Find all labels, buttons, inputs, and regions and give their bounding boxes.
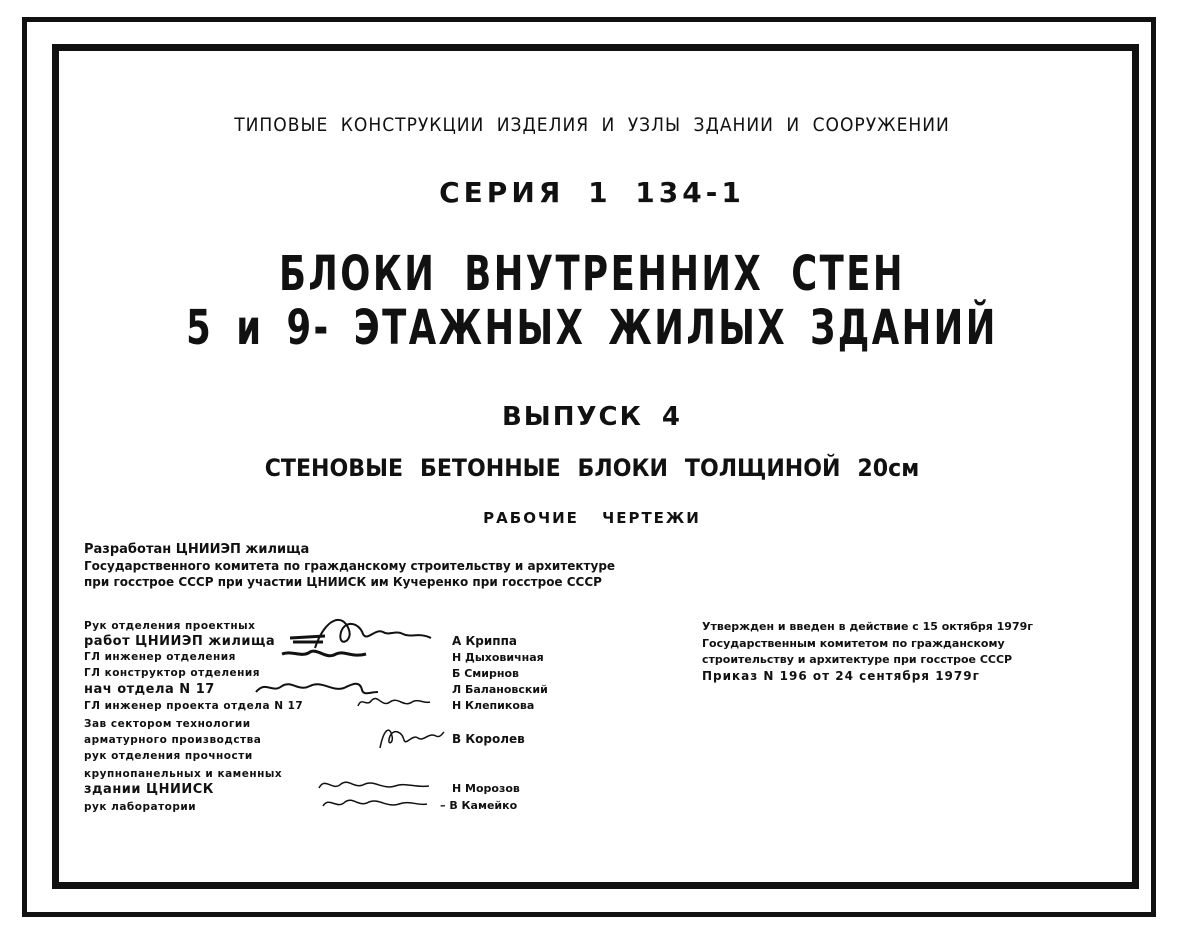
staff-line: ГЛ инженер отделения [84,651,236,663]
staff-line: Зав сектором технологии [84,718,251,730]
series-number: СЕРИЯ 1 134-1 [439,176,745,209]
drawings-label: РАБОЧИЕ ЧЕРТЕЖИ [483,509,701,527]
signature-klepikova [356,694,432,712]
staff-line: рук отделения прочности [84,750,253,762]
staff-line: нач отдела N 17 [84,682,215,697]
staff-name: Н Дыховичная [452,651,544,664]
approval-line-1: Утвержден и введен в действие с 15 октября 1979г [702,620,1034,633]
staff-line: работ ЦНИИЭП жилища [84,634,276,649]
staff-name: В Королев [452,732,525,746]
document-header: ТИПОВЫЕ КОНСТРУКЦИИ ИЗДЕЛИЯ И УЗЛЫ ЗДАНИИ И СООРУЖЕНИИ [234,114,950,136]
staff-name: А Криппа [452,634,517,648]
signature-korolev [376,722,446,752]
staff-name: Н Морозов [452,782,520,795]
approval-line-4: Приказ N 196 от 24 сентября 1979г [702,669,980,683]
staff-line: рук лаборатории [84,801,197,813]
staff-name: – В Камейко [440,799,518,812]
title-line-2: 5 и 9- ЭТАЖНЫХ ЖИЛЫХ ЗДАНИЙ [186,300,998,356]
staff-name: Н Клепикова [452,699,535,712]
staff-line: Рук отделения проектных [84,620,256,632]
issue-number: ВЫПУСК 4 [501,402,683,432]
approval-line-3: строительству и архитектуре при госстрое СССР [702,653,1013,666]
staff-line: ГЛ инженер проекта отдела N 17 [84,700,304,712]
staff-line: здании ЦНИИСК [84,782,214,797]
title-line-1: БЛОКИ ВНУТРЕННИХ СТЕН [278,246,906,302]
staff-line: крупнопанельных и каменных [84,768,283,780]
developer-line-3: при госстрое СССР при участии ЦНИИСК им Кучеренко при госстрое СССР [84,575,602,589]
staff-line: арматурного производства [84,734,262,746]
subtitle: СТЕНОВЫЕ БЕТОННЫЕ БЛОКИ ТОЛЩИНОЙ 20см [264,454,920,482]
staff-line: ГЛ конструктор отделения [84,667,260,679]
approval-line-2: Государственным комитетом по гражданскому [702,637,1005,650]
developer-line-1: Разработан ЦНИИЭП жилища [84,542,310,557]
signature-morozov-kameiko [315,774,433,814]
staff-name: Л Балановский [452,683,548,696]
staff-name: Б Смирнов [452,667,519,680]
signature-dykhovichnaya [280,646,370,666]
developer-line-2: Государственного комитета по гражданскому строительству и архитектуре [84,559,616,573]
